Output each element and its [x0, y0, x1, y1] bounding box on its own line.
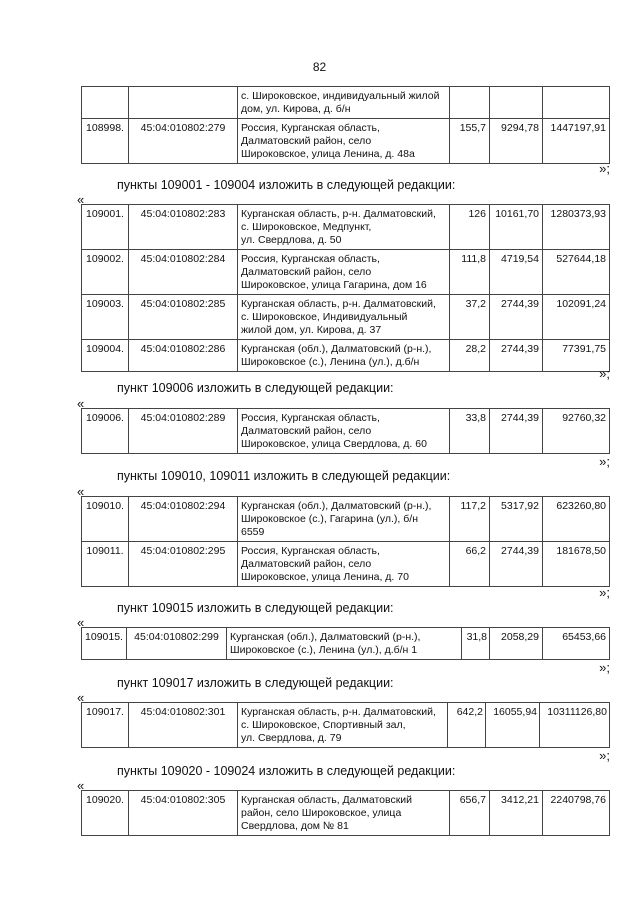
- table-row: [82, 703, 610, 748]
- address-line: район, село Широковское, улица: [241, 807, 402, 819]
- price-cell: 10161,70: [490, 205, 543, 250]
- cadastral-number: [129, 87, 238, 119]
- total-cell: 1447197,91: [543, 119, 610, 164]
- total-cell: 102091,24: [543, 295, 610, 340]
- closing-quote: »;: [599, 660, 610, 675]
- table-row: [82, 542, 610, 587]
- address-line: Курганская область, р-н. Далматовский,: [241, 208, 436, 220]
- amendment-intro: пункты 109001 - 109004 изложить в следующей редакции:: [117, 178, 456, 192]
- address-cell: [238, 497, 450, 542]
- table-row: [82, 87, 610, 119]
- address-line: Далматовский район, село: [241, 135, 372, 147]
- price-cell: 5317,92: [490, 497, 543, 542]
- address-line: Широковское (с.), Гагарина (ул.), б/н: [241, 513, 418, 525]
- property-table: [81, 86, 610, 164]
- cadastral-number: 45:04:010802:301: [129, 703, 238, 748]
- amendment-intro: пункт 109006 изложить в следующей редакции:: [117, 381, 394, 395]
- amendment-intro: пункты 109020 - 109024 изложить в следующей редакции:: [117, 764, 456, 778]
- address-line: с. Широковское, Спортивный зал,: [241, 719, 406, 731]
- cadastral-number: 45:04:010802:294: [129, 497, 238, 542]
- area-cell: 66,2: [450, 542, 490, 587]
- address-line: Россия, Курганская область,: [241, 545, 380, 557]
- opening-quote: «: [77, 778, 85, 793]
- closing-quote: »;: [599, 161, 610, 176]
- amendment-intro: пункты 109010, 109011 изложить в следующей редакции:: [117, 469, 451, 483]
- address-line: с. Широковское, индивидуальный жилой: [241, 90, 440, 102]
- address-line: Далматовский район, село: [241, 425, 372, 437]
- address-line: Свердлова, дом № 81: [241, 820, 349, 832]
- price-cell: 2744,39: [490, 409, 543, 454]
- address-line: ул. Свердлова, д. 79: [241, 732, 342, 744]
- table-row: [82, 295, 610, 340]
- area-cell: 155,7: [450, 119, 490, 164]
- total-cell: 65453,66: [543, 628, 610, 660]
- row-number: 109006.: [82, 409, 129, 454]
- row-number: 109001.: [82, 205, 129, 250]
- closing-quote: »;: [599, 366, 610, 381]
- total-cell: 10311126,80: [540, 703, 610, 748]
- table-row: [82, 205, 610, 250]
- table-row: [82, 791, 610, 836]
- closing-quote: »;: [599, 585, 610, 600]
- total-cell: 92760,32: [543, 409, 610, 454]
- price-cell: 2744,39: [490, 295, 543, 340]
- cadastral-number: 45:04:010802:284: [129, 250, 238, 295]
- total-cell: 1280373,93: [543, 205, 610, 250]
- cadastral-number: 45:04:010802:295: [129, 542, 238, 587]
- address-cell: [238, 205, 450, 250]
- area-cell: 656,7: [450, 791, 490, 836]
- cadastral-number: 45:04:010802:289: [129, 409, 238, 454]
- cadastral-number: 45:04:010802:283: [129, 205, 238, 250]
- table-row: [82, 119, 610, 164]
- address-line: Далматовский район, село: [241, 266, 372, 278]
- address-line: Россия, Курганская область,: [241, 122, 380, 134]
- address-line: Широковское, улица Ленина, д. 48а: [241, 148, 415, 160]
- address-cell: [238, 791, 450, 836]
- total-cell: 623260,80: [543, 497, 610, 542]
- price-cell: 9294,78: [490, 119, 543, 164]
- address-line: Курганская (обл.), Далматовский (р-н.),: [241, 343, 432, 355]
- property-table: [81, 702, 610, 748]
- area-cell: 31,8: [462, 628, 490, 660]
- table-row: [82, 497, 610, 542]
- address-line: Курганская область, р-н. Далматовский,: [241, 706, 436, 718]
- address-cell: [227, 628, 462, 660]
- row-number: 109011.: [82, 542, 129, 587]
- price-cell: [490, 87, 543, 119]
- opening-quote: «: [77, 192, 85, 207]
- opening-quote: «: [77, 484, 85, 499]
- address-line: Широковское, улица Ленина, д. 70: [241, 571, 409, 583]
- cadastral-number: 45:04:010802:286: [129, 340, 238, 372]
- cadastral-number: 45:04:010802:285: [129, 295, 238, 340]
- total-cell: 181678,50: [543, 542, 610, 587]
- price-cell: 16055,94: [486, 703, 540, 748]
- cadastral-number: 45:04:010802:305: [129, 791, 238, 836]
- total-cell: 2240798,76: [543, 791, 610, 836]
- address-line: жилой дом, ул. Кирова, д. 37: [241, 324, 382, 336]
- area-cell: 117,2: [450, 497, 490, 542]
- price-cell: 3412,21: [490, 791, 543, 836]
- address-line: ул. Свердлова, д. 50: [241, 234, 342, 246]
- address-line: Россия, Курганская область,: [241, 253, 380, 265]
- total-cell: 527644,18: [543, 250, 610, 295]
- opening-quote: «: [77, 690, 85, 705]
- cadastral-number: 45:04:010802:299: [127, 628, 227, 660]
- opening-quote: «: [77, 396, 85, 411]
- area-cell: 111,8: [450, 250, 490, 295]
- total-cell: [543, 87, 610, 119]
- row-number: 109002.: [82, 250, 129, 295]
- amendment-intro: пункт 109017 изложить в следующей редакции:: [117, 676, 394, 690]
- property-table: [81, 204, 610, 372]
- row-number: 109020.: [82, 791, 129, 836]
- row-number: 109004.: [82, 340, 129, 372]
- amendment-intro: пункт 109015 изложить в следующей редакции:: [117, 601, 394, 615]
- property-table: [81, 627, 610, 660]
- address-line: 6559: [241, 526, 265, 538]
- address-cell: [238, 340, 450, 372]
- table-row: [82, 628, 610, 660]
- property-table: [81, 496, 610, 587]
- total-cell: 77391,75: [543, 340, 610, 372]
- address-cell: [238, 87, 450, 119]
- price-cell: 4719,54: [490, 250, 543, 295]
- page-number: 82: [312, 60, 327, 74]
- closing-quote: »;: [599, 748, 610, 763]
- row-number: [82, 87, 129, 119]
- row-number: 109003.: [82, 295, 129, 340]
- address-cell: [238, 409, 450, 454]
- table-row: [82, 250, 610, 295]
- address-line: Широковское (с.), Ленина (ул.), д.б/н 1: [230, 644, 418, 656]
- address-cell: [238, 703, 448, 748]
- address-line: дом, ул. Кирова, д. б/н: [241, 103, 351, 115]
- address-line: Далматовский район, село: [241, 558, 372, 570]
- table-row: [82, 340, 610, 372]
- address-line: Курганская (обл.), Далматовский (р-н.),: [241, 500, 432, 512]
- address-line: Курганская область, Далматовский: [241, 794, 413, 806]
- area-cell: 37,2: [450, 295, 490, 340]
- area-cell: 126: [450, 205, 490, 250]
- address-cell: [238, 119, 450, 164]
- address-line: Широковское (с.), Ленина (ул.), д.б/н: [241, 356, 420, 368]
- address-line: с. Широковское, Индивидуальный: [241, 311, 408, 323]
- address-cell: [238, 542, 450, 587]
- row-number: 109015.: [82, 628, 127, 660]
- cadastral-number: 45:04:010802:279: [129, 119, 238, 164]
- property-table: [81, 790, 610, 836]
- address-line: с. Широковское, Медпункт,: [241, 221, 372, 233]
- closing-quote: »;: [599, 454, 610, 469]
- address-line: Курганская (обл.), Далматовский (р-н.),: [230, 631, 421, 643]
- address-cell: [238, 295, 450, 340]
- address-line: Широковское, улица Свердлова, д. 60: [241, 438, 427, 450]
- price-cell: 2058,29: [490, 628, 543, 660]
- area-cell: 28,2: [450, 340, 490, 372]
- property-table: [81, 408, 610, 454]
- price-cell: 2744,39: [490, 340, 543, 372]
- address-line: Россия, Курганская область,: [241, 412, 380, 424]
- area-cell: [450, 87, 490, 119]
- row-number: 108998.: [82, 119, 129, 164]
- price-cell: 2744,39: [490, 542, 543, 587]
- area-cell: 642,2: [448, 703, 486, 748]
- address-line: Курганская область, р-н. Далматовский,: [241, 298, 436, 310]
- address-line: Широковское, улица Гагарина, дом 16: [241, 279, 427, 291]
- area-cell: 33,8: [450, 409, 490, 454]
- row-number: 109017.: [82, 703, 129, 748]
- row-number: 109010.: [82, 497, 129, 542]
- table-row: [82, 409, 610, 454]
- opening-quote: «: [77, 615, 85, 630]
- address-cell: [238, 250, 450, 295]
